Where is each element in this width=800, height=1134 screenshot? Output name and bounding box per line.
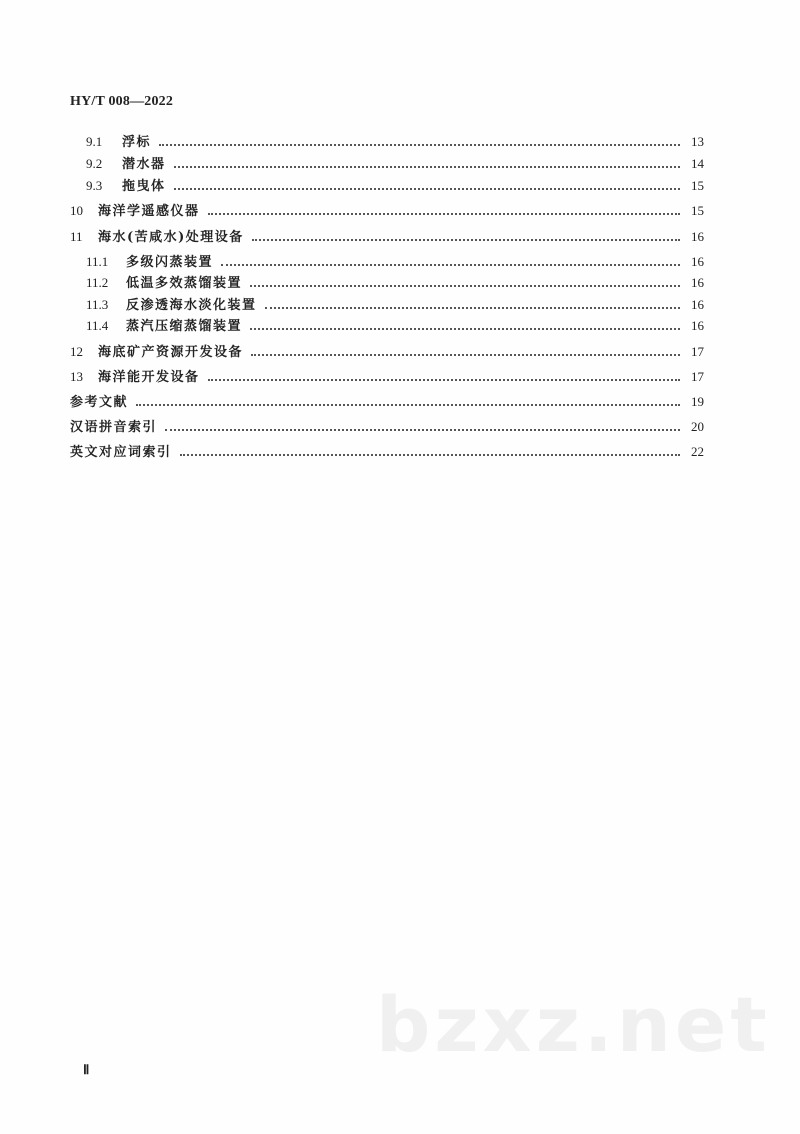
- toc-entry-page: 16: [691, 318, 704, 333]
- dot-leader: [136, 404, 680, 406]
- toc-entry-number: 11: [70, 229, 83, 244]
- dot-leader: [174, 188, 680, 190]
- toc-entry-title: 潜水器: [122, 157, 166, 172]
- toc-entry[interactable]: [86, 273, 704, 293]
- toc-entry-title: 英文对应词索引: [70, 445, 172, 460]
- toc-entry[interactable]: [70, 342, 704, 362]
- toc-entry-title: 海水(苦咸水)处理设备: [98, 230, 244, 245]
- toc-entry-page: 17: [691, 369, 704, 384]
- toc-entry-page: 16: [691, 254, 704, 269]
- toc-entry-title: 海洋学遥感仪器: [98, 204, 200, 219]
- standard-number-header: HY/T 008—2022: [70, 94, 174, 109]
- toc-entry[interactable]: [70, 442, 704, 462]
- toc-entry-title: 反渗透海水淡化装置: [126, 298, 257, 313]
- page-number-footer: Ⅱ: [83, 1062, 90, 1077]
- toc-entry-number: 11.2: [86, 275, 109, 290]
- dot-leader: [250, 328, 680, 330]
- dot-leader: [208, 379, 680, 381]
- dot-leader: [265, 307, 680, 309]
- toc-entry-page: 19: [691, 394, 704, 409]
- toc-entry-title: 蒸汽压缩蒸馏装置: [126, 319, 243, 334]
- toc-entry[interactable]: [86, 132, 704, 152]
- toc-entry-number: 13: [70, 369, 83, 384]
- toc-entry-title: 低温多效蒸馏装置: [126, 276, 243, 291]
- toc-entry-number: 12: [70, 344, 83, 359]
- toc-entry[interactable]: [86, 154, 704, 174]
- toc-entry-page: 16: [691, 297, 704, 312]
- toc-entry-title: 汉语拼音索引: [70, 420, 158, 435]
- toc-entry-number: 9.3: [86, 178, 103, 193]
- toc-entry-number: 9.1: [86, 134, 103, 149]
- toc-entry-title: 海洋能开发设备: [98, 370, 200, 385]
- dot-leader: [250, 285, 680, 287]
- watermark: bzxz.net: [376, 980, 771, 1069]
- toc-entry-number: 9.2: [86, 156, 103, 171]
- toc-entry[interactable]: [86, 316, 704, 336]
- toc-entry[interactable]: [86, 295, 704, 315]
- toc-entry-page: 16: [691, 229, 704, 244]
- toc-entry[interactable]: [70, 417, 704, 437]
- toc-entry[interactable]: [86, 252, 704, 272]
- toc-entry-title: 多级闪蒸装置: [126, 255, 214, 270]
- toc-entry-page: 22: [691, 444, 704, 459]
- dot-leader: [221, 264, 680, 266]
- toc-entry-title: 浮标: [122, 135, 152, 150]
- toc-entry[interactable]: [86, 176, 704, 196]
- toc-entry[interactable]: [70, 201, 704, 221]
- dot-leader: [165, 429, 680, 431]
- toc-entry-page: 20: [691, 419, 704, 434]
- toc-entry-page: 15: [691, 203, 704, 218]
- toc-entry-title: 海底矿产资源开发设备: [98, 345, 244, 360]
- toc-entry[interactable]: [70, 392, 704, 412]
- toc-entry-title: 拖曳体: [122, 179, 166, 194]
- toc-entry-page: 13: [691, 134, 704, 149]
- toc-entry-page: 17: [691, 344, 704, 359]
- toc-entry-page: 16: [691, 275, 704, 290]
- dot-leader: [174, 166, 680, 168]
- dot-leader: [159, 144, 680, 146]
- toc-entry-page: 14: [691, 156, 704, 171]
- toc-entry-number: 11.1: [86, 254, 109, 269]
- toc-entry-number: 11.3: [86, 297, 109, 312]
- toc-entry-page: 15: [691, 178, 704, 193]
- toc-entry-number: 10: [70, 203, 83, 218]
- dot-leader: [180, 454, 680, 456]
- toc-entry-number: 11.4: [86, 318, 109, 333]
- toc-entry-title: 参考文献: [70, 395, 129, 410]
- dot-leader: [251, 354, 680, 356]
- dot-leader: [208, 213, 680, 215]
- dot-leader: [252, 239, 680, 241]
- toc-entry[interactable]: [70, 227, 704, 247]
- toc-entry[interactable]: [70, 367, 704, 387]
